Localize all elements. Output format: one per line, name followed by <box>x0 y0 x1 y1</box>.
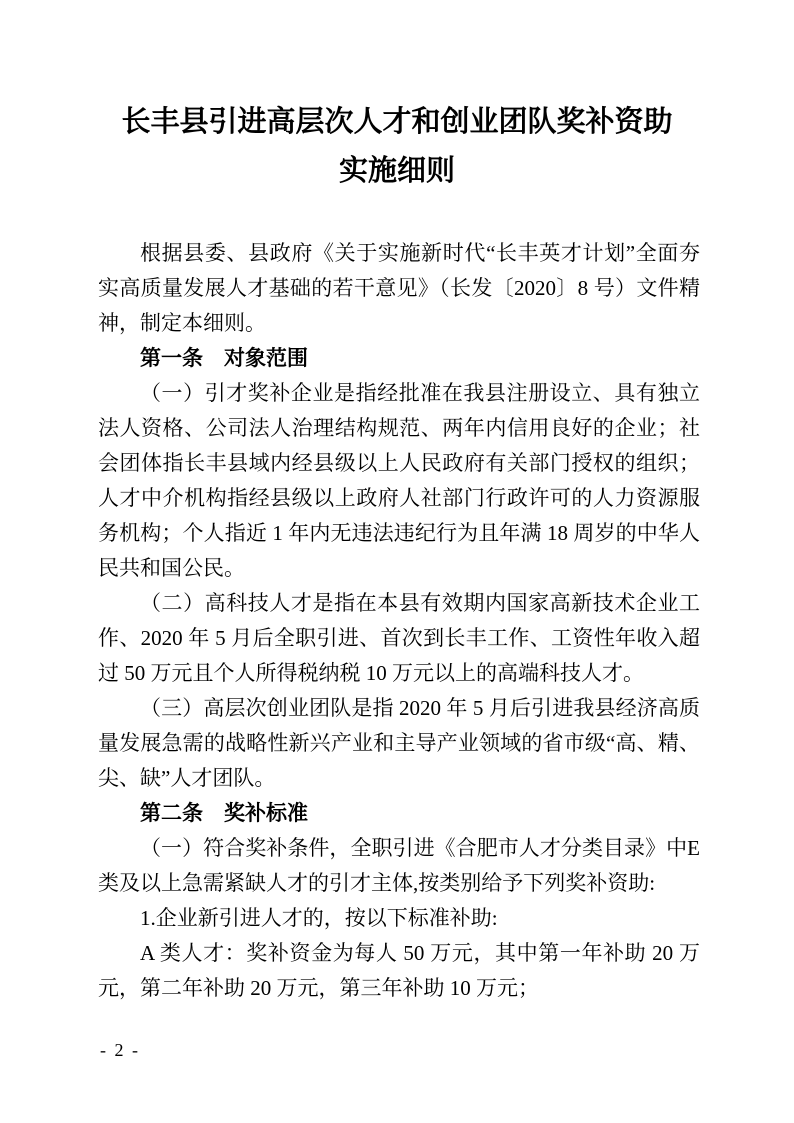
article-2-sub-1-paragraph: 1.企业新引进人才的，按以下标准补助: <box>140 906 498 930</box>
document-title-line-1: 长丰县引进高层次人才和创业团队奖补资助 <box>121 106 673 138</box>
page-number: - 2 - <box>100 1040 140 1060</box>
section-heading-article-1: 第一条 对象范围 <box>140 347 308 370</box>
document-title-line-2: 实施细则 <box>338 155 455 187</box>
article-2-item-1-paragraph: （一）符合奖补条件，全职引进《合肥市人才分类目录》中E 类及以上急需紧缺人才的引才主体,按类别给予下列奖补资助: <box>98 836 700 895</box>
intro-paragraph: 根据县委、县政府《关于实施新时代“长丰英才计划”全面夯实高质量发展人才基础的若干意见》（长发〔2020〕8 号）文件精神，制定本细则。 <box>98 241 700 335</box>
article-2-class-a-paragraph: A 类人才：奖补资金为每人 50 万元，其中第一年补助 20 万元，第二年补助 20 万元，第三年补助 10 万元； <box>98 941 700 1000</box>
document-body <box>98 236 700 1006</box>
article-1-item-2-paragraph: （二）高科技人才是指在本县有效期内国家高新技术企业工作、2020 年 5 月后全职引进、首次到长丰工作、工资性年收入超过 50 万元且个人所得税纳税 10 万元以上的高端科技人才。 <box>98 591 700 685</box>
section-heading-article-2: 第二条 奖补标准 <box>140 802 308 825</box>
article-1-item-3-paragraph: （三）高层次创业团队是指 2020 年 5 月后引进我县经济高质量发展急需的战略性新兴产业和主导产业领域的省市级“高、精、尖、缺”人才团队。 <box>98 696 700 790</box>
document-title <box>60 98 734 196</box>
article-1-item-1-paragraph: （一）引才奖补企业是指经批准在我县注册设立、具有独立法人资格、公司法人治理结构规范、两年内信用良好的企业；社会团体指长丰县域内经县级以上人民政府有关部门授权的组织；人才中介机构指经县级以上政府人社部门行政许可的人力资源服务机构；个人指近 1 年内无违法违纪行为且年满 18 周岁的中华人民共和国公民。 <box>98 381 700 580</box>
